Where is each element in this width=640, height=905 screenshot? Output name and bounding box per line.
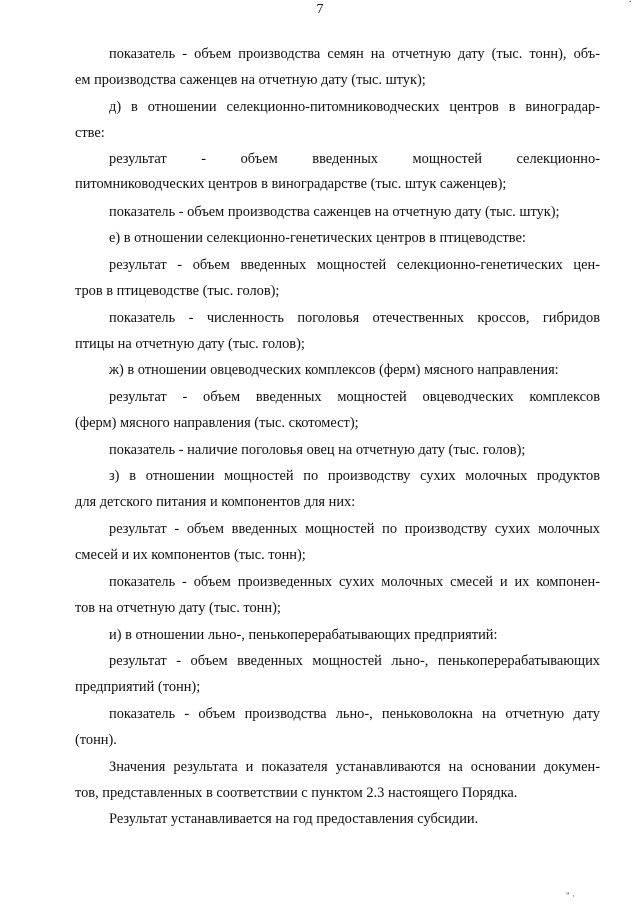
paragraph-line: показатель - наличие поголовья овец на отчетную дату (тыс. голов); <box>109 442 526 458</box>
corner-scan-mark: · <box>628 0 632 8</box>
paragraph-line: тов на отчетную дату (тыс. тонн); <box>75 600 281 616</box>
paragraph-line: ж) в отношении овцеводческих комплексов (ферм) мясного направления: <box>109 362 559 378</box>
paragraph-line: предприятий (тонн); <box>75 679 201 695</box>
paragraph-line: з) в отношении мощностей по производству сухих молочных продуктов <box>109 468 600 484</box>
paragraph-line: (ферм) мясного направления (тыс. скотомест); <box>75 415 359 431</box>
paragraph-line: е) в отношении селекционно-генетических центров в птицеводстве: <box>109 230 526 246</box>
paragraph-line: Значения результата и показателя устанавливаются на основании докумен- <box>109 759 600 775</box>
paragraph-line: результат - объем введенных мощностей селекционно-генетических цен- <box>109 257 600 273</box>
paragraph-line: показатель - объем произведенных сухих молочных смесей и их компонен- <box>109 574 600 590</box>
paragraph-line: птицы на отчетную дату (тыс. голов); <box>75 336 305 352</box>
paragraph-line: д) в отношении селекционно-питомниководческих центров в виноградар- <box>109 99 600 115</box>
paragraph-line: питомниководческих центров в виноградарстве (тыс. штук саженцев); <box>75 176 507 192</box>
paragraph-line: стве: <box>75 125 105 141</box>
paragraph-line: результат - объем введенных мощностей по производству сухих молочных <box>109 521 600 537</box>
page-number: 7 <box>316 2 324 17</box>
paragraph-line: и) в отношении льно-, пенькоперерабатывающих предприятий: <box>109 627 498 643</box>
paragraph-line: (тонн). <box>75 732 117 748</box>
paragraph-line: показатель - объем производства саженцев на отчетную дату (тыс. штук); <box>109 204 560 220</box>
paragraph-line: результат - объем введенных мощностей овцеводческих комплексов <box>109 389 600 405</box>
paragraph-line: показатель - численность поголовья отечественных кроссов, гибридов <box>109 310 600 326</box>
footer-scan-mark: " · <box>566 891 575 901</box>
paragraph-line: результат - объем введенных мощностей льно-, пенькоперерабатывающих <box>109 653 600 669</box>
paragraph-line: показатель - объем производства семян на отчетную дату (тыс. тонн), объ- <box>109 46 600 62</box>
paragraph-line: тров в птицеводстве (тыс. голов); <box>75 283 280 299</box>
paragraph-line: тов, представленных в соответствии с пунктом 2.3 настоящего Порядка. <box>75 785 518 801</box>
paragraph-line: Результат устанавливается на год предоставления субсидии. <box>109 811 479 827</box>
paragraph-line: для детского питания и компонентов для них: <box>75 494 356 510</box>
paragraph-line: смесей и их компонентов (тыс. тонн); <box>75 547 306 563</box>
paragraph-line: показатель - объем производства льно-, пеньковолокна на отчетную дату <box>109 706 600 722</box>
paragraph-line: ем производства саженцев на отчетную дату (тыс. штук); <box>75 72 426 88</box>
paragraph-line: результат - объем введенных мощностей селекционно- <box>109 151 600 167</box>
